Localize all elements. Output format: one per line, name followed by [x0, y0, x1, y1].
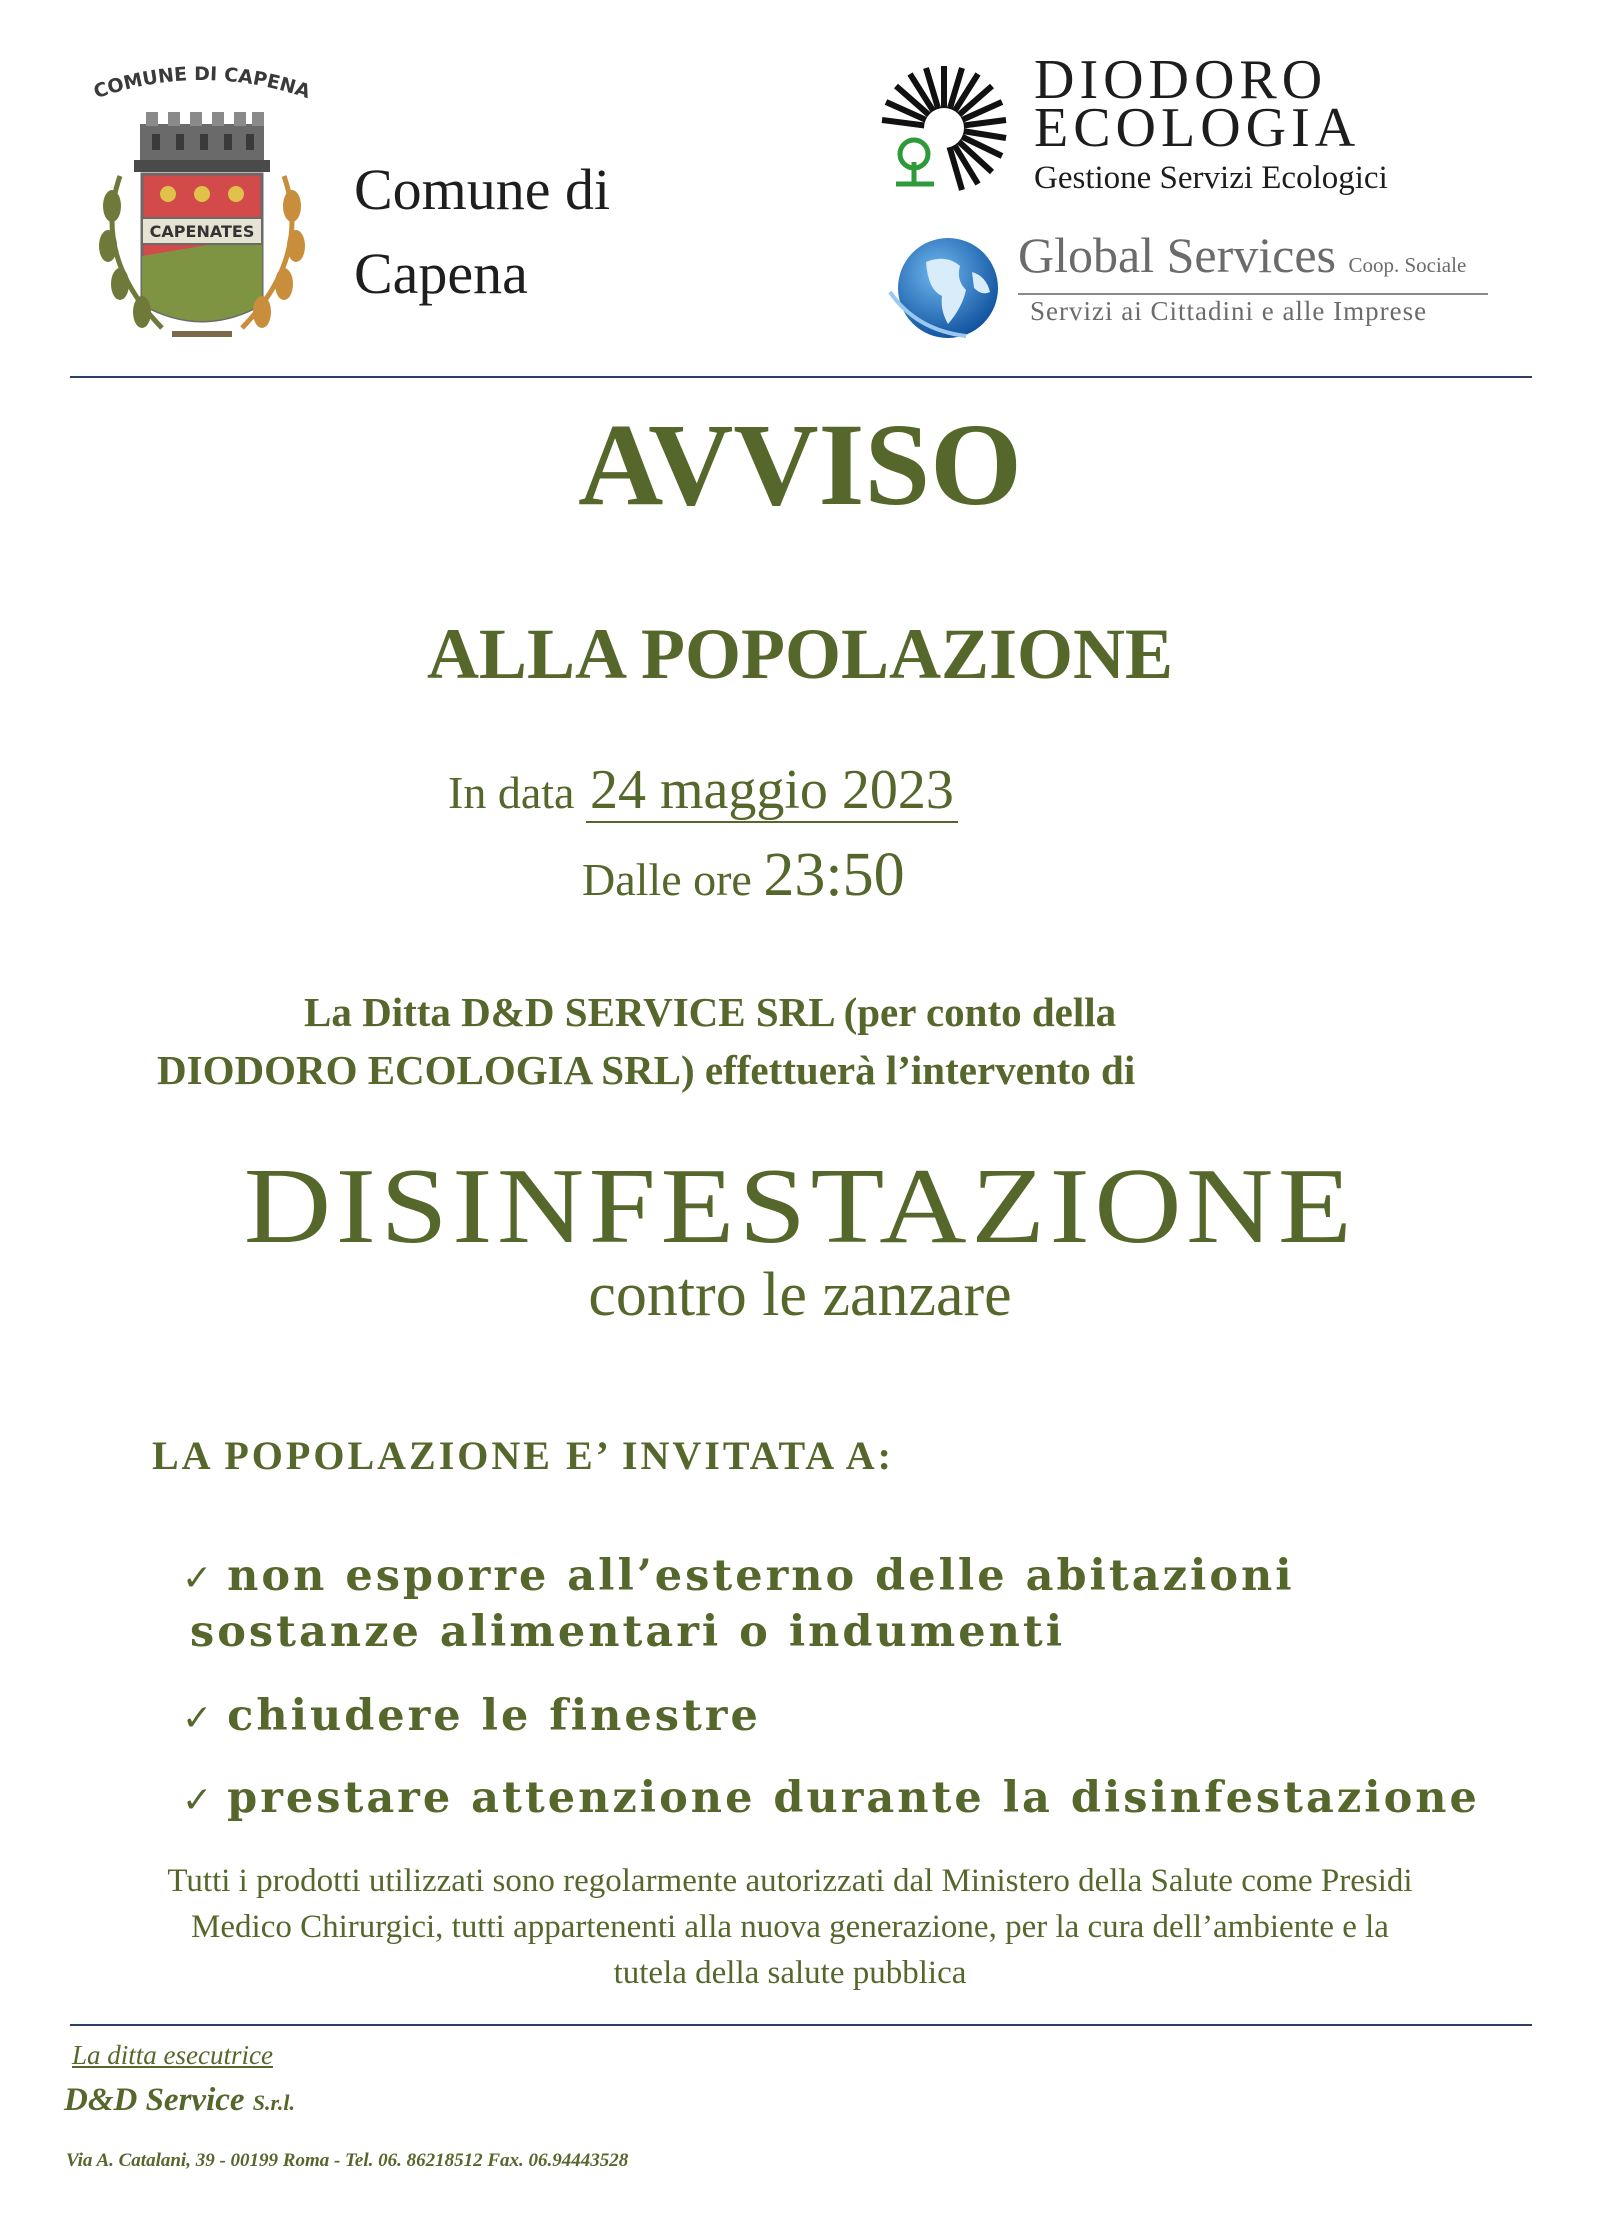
time-label: Dalle ore [582, 854, 752, 905]
header-divider [70, 376, 1532, 378]
global-services-title: Global Services [1018, 227, 1336, 283]
company-line-1: La Ditta D&D SERVICE SRL (per conto della [304, 989, 1117, 1035]
bullet-text: non esporre all’esterno delle abitazioni [227, 1551, 1295, 1601]
global-services-subtitle: Servizi ai Cittadini e alle Imprese [1030, 296, 1428, 326]
company-line-2: DIODORO ECOLOGIA SRL) effettuerà l’intervento di [157, 1047, 1136, 1093]
crest-banner-text: COMUNE DI CAPENA [91, 66, 313, 104]
diodoro-name [1034, 49, 1504, 159]
global-services-name [1018, 226, 1518, 284]
date-line [448, 758, 958, 822]
main-heading: DISINFESTAZIONE [243, 1147, 1357, 1266]
invite-heading: LA POPOLAZIONE E’ INVITATA A: [152, 1433, 894, 1478]
diodoro-name-line2: ECOLOGIA [1034, 97, 1361, 159]
bullet-item [182, 1548, 1295, 1607]
bullet-text: prestare attenzione durante la disinfestazione [227, 1773, 1480, 1823]
crest-shield-text: CAPENATES [149, 222, 255, 241]
diodoro-ecologia-logo-icon [878, 62, 1010, 194]
check-icon: ✓ [182, 1698, 216, 1739]
global-services-coop: Coop. Sociale [1348, 253, 1467, 277]
notice-title: AVVISO [578, 399, 1022, 530]
footer-company [64, 2082, 295, 2119]
comune-title: Comune di Capena [354, 157, 611, 306]
footer-divider [70, 2024, 1532, 2026]
time-value: 23:50 [763, 841, 905, 909]
bullet-item-continuation: sostanze alimentari o indumenti [190, 1607, 1066, 1657]
diodoro-subtitle: Gestione Servizi Ecologici [1034, 160, 1388, 196]
footer-company-suffix: S.r.l. [252, 2090, 295, 2115]
time-line [582, 840, 905, 911]
diodoro-name-line1: DIODORO [1034, 49, 1328, 111]
bullet-item [182, 1688, 761, 1747]
date-value: 24 maggio 2023 [586, 759, 958, 823]
global-services-divider [1018, 293, 1488, 295]
products-note: Tutti i prodotti utilizzati sono regolarmente autorizzati dal Ministero della Salute come Presidi Medico Chirurgici, tutti appartenenti alla nuova generazione, per la cura dell’ambiente e la tutela della salute pubblica [167, 1863, 1413, 1991]
notice-subtitle: ALLA POPOLAZIONE [426, 614, 1174, 694]
globe-icon [886, 232, 1006, 342]
check-icon: ✓ [182, 1780, 216, 1821]
check-icon: ✓ [182, 1558, 216, 1599]
svg-text:COMUNE DI CAPENA [91, 66, 313, 103]
footer-address: Via A. Catalani, 39 - 00199 Roma - Tel. 06. 86218512 Fax. 06.94443528 [66, 2150, 629, 2171]
bullet-item [182, 1770, 1480, 1829]
date-label: In data [448, 767, 575, 818]
footer-company-name: D&D Service [64, 2082, 245, 2118]
footer-label: La ditta esecutrice [72, 2040, 273, 2070]
comune-crest-logo [72, 66, 332, 366]
bullet-text: chiudere le finestre [227, 1691, 761, 1741]
main-subheading: contro le zanzare [588, 1261, 1012, 1329]
